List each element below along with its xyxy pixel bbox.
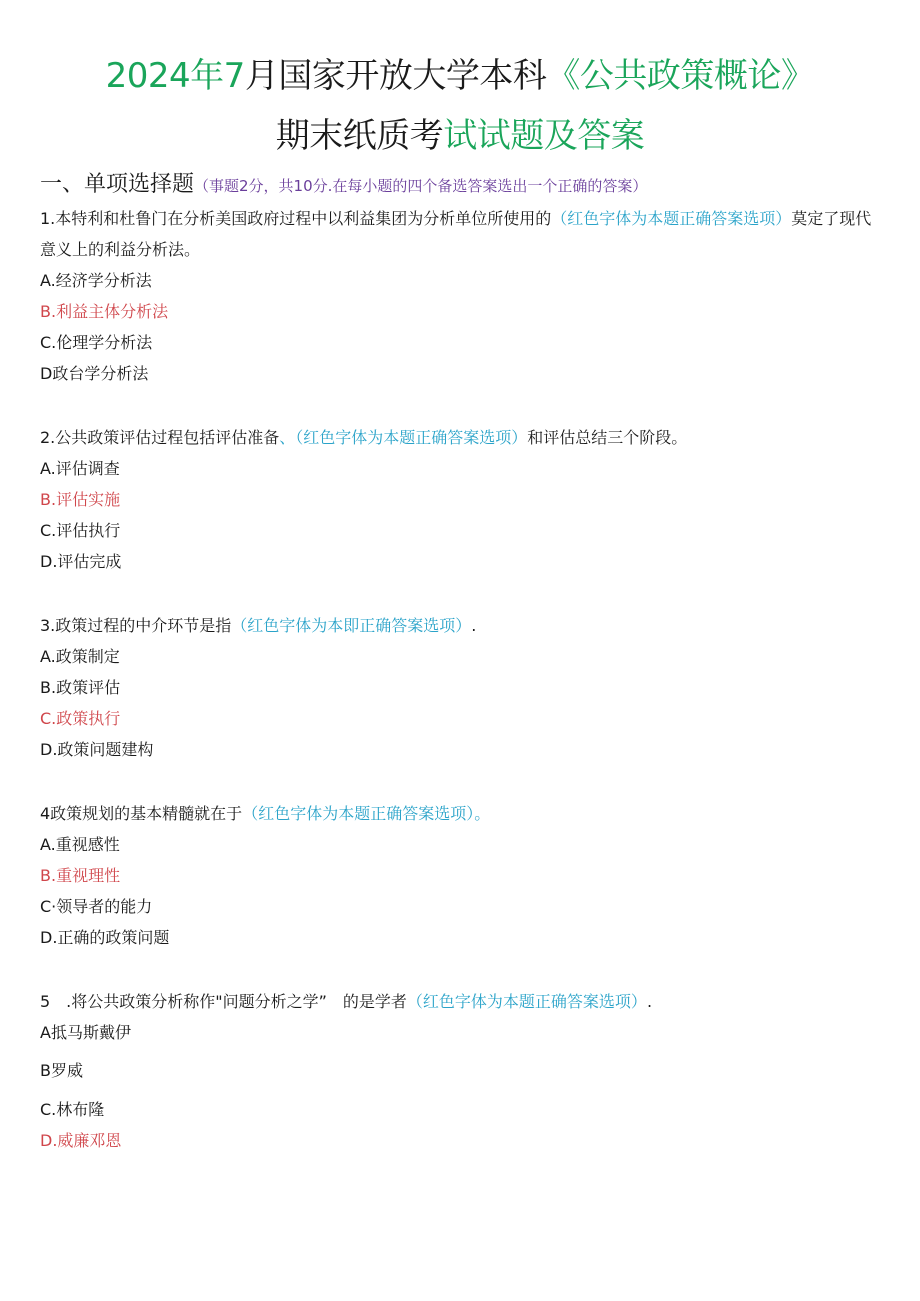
question-5-option-a: A抵马斯戴伊 bbox=[40, 1023, 131, 1042]
question-3-option-c-correct: C.政策执行 bbox=[40, 709, 121, 728]
question-1-text-end: 莫定了现代意义上的利益分析法。 bbox=[40, 209, 872, 259]
question-5-option-b: B罗威 bbox=[40, 1061, 83, 1080]
question-2-stem bbox=[40, 422, 880, 453]
question-3-text-end: . bbox=[471, 616, 477, 635]
document-title-line2 bbox=[0, 114, 920, 158]
question-1-text: 1.本特利和杜鲁门在分析美国政府过程中以利益集团为分析单位所使用的 bbox=[40, 209, 552, 228]
title-exam-type: 期末纸质考 bbox=[275, 116, 444, 156]
document-title-line1 bbox=[0, 54, 920, 98]
question-1-hint: （红色字体为本题正确答案选项） bbox=[551, 209, 792, 228]
question-4-stem bbox=[40, 798, 880, 829]
question-1-option-d: D政台学分析法 bbox=[40, 364, 149, 383]
question-5-text-end: . bbox=[646, 992, 653, 1011]
title-answers: 试试题及答案 bbox=[443, 116, 645, 156]
title-course: 《公共政策概论》 bbox=[546, 56, 815, 96]
question-4-option-b-correct: B.重视理性 bbox=[40, 866, 121, 885]
question-3-text: 3.政策过程的中介环节是指 bbox=[40, 616, 232, 635]
question-5-hint: （红色字体为本题正确答案选项） bbox=[406, 992, 647, 1011]
question-3-option-d: D.政策问题建构 bbox=[40, 740, 154, 759]
question-4-option-c: C·领导者的能力 bbox=[40, 897, 153, 916]
question-2-option-b-correct: B.评估实施 bbox=[40, 490, 121, 509]
question-2-option-d: D.评估完成 bbox=[40, 552, 122, 571]
question-2-text: 2.公共政策评估过程包括评估准备 bbox=[40, 428, 280, 447]
question-3-hint: （红色字体为本即正确答案选项） bbox=[231, 616, 472, 635]
question-4-text: 4政策规划的基本精髓就在于 bbox=[40, 804, 243, 823]
section-note: （事题2分，共10分.在每小题的四个备选答案选出一个正确的答案） bbox=[194, 177, 648, 195]
question-5-stem bbox=[40, 986, 880, 1017]
question-4-hint: （红色字体为本题正确答案选项）。 bbox=[242, 804, 491, 823]
section-title: 一、单项选择题 bbox=[40, 172, 195, 197]
question-2-text-end: 和评估总结三个阶段。 bbox=[527, 428, 688, 447]
question-3-stem bbox=[40, 610, 880, 641]
question-4-option-a: A.重视感性 bbox=[40, 835, 120, 854]
question-5-option-c: C.林布隆 bbox=[40, 1100, 105, 1119]
title-year: 2024年7 bbox=[105, 56, 245, 96]
question-2-option-a: A.评估调查 bbox=[40, 459, 120, 478]
question-5-text: 5 .将公共政策分析称作"问题分析之学” 的是学者 bbox=[40, 992, 407, 1011]
question-5-option-d-correct: D.威廉邓恩 bbox=[40, 1131, 122, 1150]
question-1-option-c: C.伦理学分析法 bbox=[40, 333, 153, 352]
question-3-option-a: A.政策制定 bbox=[40, 647, 120, 666]
question-1-option-a: A.经济学分析法 bbox=[40, 271, 152, 290]
title-university: 月国家开放大学本科 bbox=[244, 56, 547, 96]
question-4-option-d: D.正确的政策问题 bbox=[40, 928, 170, 947]
question-2-option-c: C.评估执行 bbox=[40, 521, 121, 540]
section-heading bbox=[40, 170, 647, 201]
question-1-stem bbox=[40, 203, 880, 265]
question-2-hint: 、（红色字体为本题正确答案选项） bbox=[279, 428, 528, 447]
question-3-option-b: B.政策评估 bbox=[40, 678, 121, 697]
question-1-option-b-correct: B.利益主体分析法 bbox=[40, 302, 169, 321]
